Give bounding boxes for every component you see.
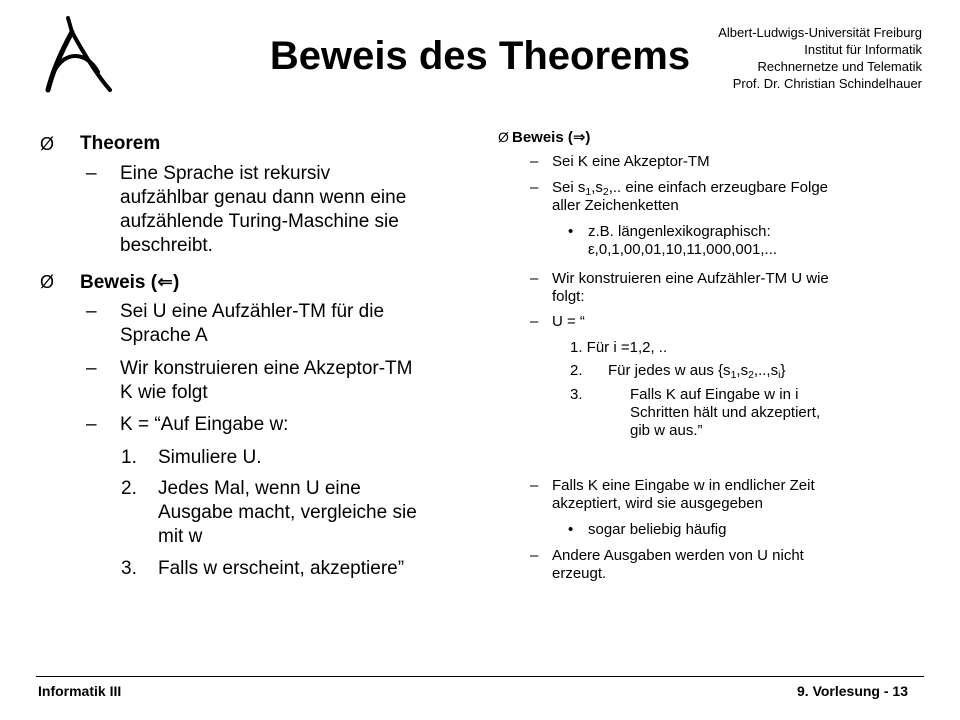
proof-item: U = “ [552,313,585,330]
proof-item: Sei U eine Aufzähler-TM für die Sprache A [120,301,385,346]
step-text: 1. Für i =1,2, .. [570,339,668,356]
dash-bullet: – [530,547,539,564]
step-text: Falls K auf Eingabe w in i Schritten hält und akzeptiert, gib w aus.” [630,386,821,439]
theorem-heading: Theorem [80,133,161,154]
dash-bullet: – [530,153,539,170]
affiliation-line: Rechnernetze und Telematik [757,59,922,74]
step-text: Falls w erscheint, akzeptiere” [158,558,405,579]
sub-bullet-text: sogar beliebig häufig [588,521,727,538]
step-number: 3. [121,558,137,579]
step-number: 2. [570,362,583,379]
dash-bullet: – [86,358,97,379]
dash-bullet: – [530,179,539,196]
dash-bullet: – [86,301,97,322]
dash-bullet: – [530,477,539,494]
proof-item: K = “Auf Eingabe w: [120,414,289,435]
proof-item: Wir konstruieren eine Aufzähler-TM U wie folgt: [552,270,829,305]
arrow-bullet-icon: Ø [498,129,509,145]
dash-bullet: – [530,313,539,330]
proof-item: Sei $s_1,s_2$,.. eine einfach erzeugbare Folge aller Zeichenketten [552,179,829,214]
footer-course: Informatik III [38,683,122,699]
page-title: Beweis des Theorems [269,34,691,78]
proof-heading-left: Beweis (⇐) [80,272,180,293]
step-number: 3. [570,386,583,403]
step-text: Simuliere U. [158,447,262,468]
step-text: Für jedes w aus $\{s_1,s_2,..,s_i\}$ [608,362,786,381]
proof-item: Andere Ausgaben werden von U nicht erzeugt. [552,547,804,582]
proof-heading-right: Beweis (⇒) [512,129,591,146]
affiliation-line: Prof. Dr. Christian Schindelhauer [732,76,922,91]
step-text: Jedes Mal, wenn U eine Ausgabe macht, vergleiche sie mit w [158,478,417,547]
proof-item: Sei K eine Akzeptor-TM [552,153,710,170]
affiliation-line: Albert-Ludwigs-Universität Freiburg [718,25,922,40]
step-number: 2. [121,478,137,499]
theorem-text: Eine Sprache ist rekursiv aufzählbar genau dann wenn eine aufzählende Turing-Maschine sie beschreibt. [120,163,407,256]
proof-item: Falls K eine Eingabe w in endlicher Zeit akzeptiert, wird sie ausgegeben [552,477,815,512]
dash-bullet: – [86,163,97,184]
dot-bullet: • [568,521,574,538]
step-number: 1. [121,447,137,468]
arrow-bullet-icon: Ø [40,272,55,292]
affiliation-line: Institut für Informatik [804,42,922,57]
example-text: z.B. längenlexikographisch: ε,0,1,00,01,10,11,000,001,... [588,223,778,258]
footer-divider [36,676,924,677]
dash-bullet: – [86,414,97,435]
proof-item: Wir konstruieren eine Akzeptor-TM K wie folgt [120,358,413,403]
dash-bullet: – [530,270,539,287]
affiliation-block [718,24,922,92]
dot-bullet: • [568,223,574,240]
footer-lecture: 9. Vorlesung - 13 [797,683,908,699]
arrow-bullet-icon: Ø [40,134,55,154]
